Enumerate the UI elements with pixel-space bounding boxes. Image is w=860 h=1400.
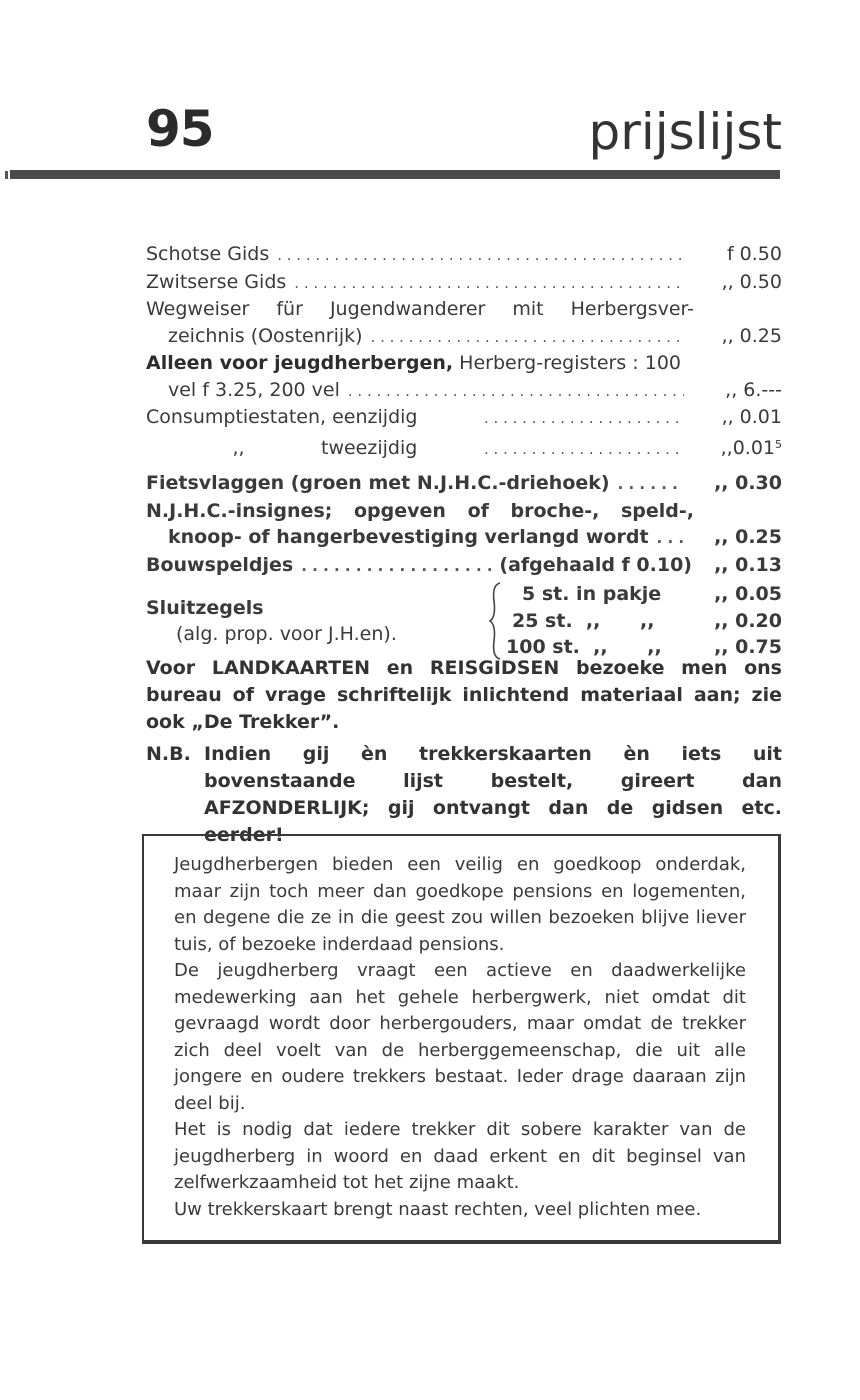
leader-dots <box>301 553 491 580</box>
nb-text-part: ; gij ontvangt dan de gidsen etc. eerder! <box>204 797 782 846</box>
leader-dots <box>484 436 684 463</box>
info-paragraph: Uw trekkerskaart brengt naast rechten, veel plichten mee. <box>174 1198 702 1220</box>
item-label-rest: Herberg-registers : 100 <box>453 352 682 374</box>
sluitzegels-label: Sluitzegels <box>146 596 264 619</box>
item-label-line: N.J.H.C.-insignes; opgeven of broche-, speld-, <box>146 499 694 522</box>
notice-paragraph <box>146 655 782 736</box>
item-label-line: Wegweiser für Jugendwanderer mit Herbergsver- <box>146 298 694 320</box>
leader-dots <box>618 471 684 498</box>
price-superscript: 5 <box>775 437 782 451</box>
price-row <box>146 432 782 463</box>
item-label: Consumptiestaten, eenzijdig <box>146 406 418 428</box>
price-row <box>146 524 782 552</box>
info-paragraph: Het is nodig dat iedere trekker dit sobere karakter van de jeugdherberg in woord en daad erkent en dit beginsel van zelfwerkzaamheid tot het zijne maakt. <box>174 1119 746 1193</box>
leader-dots <box>371 324 684 351</box>
item-label: Zwitserse Gids <box>146 270 287 293</box>
info-paragraph: Jeugdherbergen bieden een veilig en goedkoop onderdak, maar zijn toch meer dan goedkope pensions en logementen, en degene die ze in die geest zou willen bezoeken blijve liever tuis, of bezoeke inderdaad pensions. <box>174 854 746 955</box>
option-price: ,, 0.75 <box>714 636 782 659</box>
info-box <box>174 852 746 1223</box>
item-price: ,, 0.25 <box>714 526 782 548</box>
item-price: ,, 0.25 <box>721 324 782 347</box>
option-row <box>506 581 782 608</box>
leader-dots <box>657 525 684 552</box>
option-qty: 25 st. ,, ,, <box>512 609 655 632</box>
sluitzegels-labels <box>146 595 486 648</box>
sluitzegels-options <box>506 581 782 661</box>
price-list <box>146 241 782 661</box>
price-row <box>146 377 782 405</box>
price-row <box>146 241 782 269</box>
price-row <box>146 269 782 297</box>
item-price: ,, 0.13 <box>714 553 782 576</box>
option-row <box>506 608 782 635</box>
nb-emphasis: AFZONDERLIJK <box>204 797 362 819</box>
info-paragraph: De jeugdherberg vraagt een actieve en daadwerkelijke medewerking aan het gehele herbergwerk, niet omdat dit gevraagd wordt door herbergouders, maar omdat de trekker zich deel voelt van de herberggemeenschap, die uit alle jongere en oudere trekkers bestaat. Ieder drage daaraan zijn deel bij. <box>174 960 746 1114</box>
sluitzegels-group <box>146 581 782 661</box>
item-label: vel f 3.25, 200 vel <box>168 378 340 401</box>
notice-text: bezoeke men ons bureau of vrage schriftelijk inlichtend materiaal aan; zie ook „De Trekker”. <box>146 657 782 733</box>
price-row <box>146 323 782 351</box>
item-label: Schotse Gids <box>146 243 270 265</box>
sluitzegels-sublabel: (alg. prop. voor J.H.en). <box>176 623 397 645</box>
nb-note <box>146 741 782 849</box>
item-label <box>146 435 476 462</box>
option-price: ,, 0.20 <box>714 609 782 632</box>
header-rule <box>10 170 780 179</box>
option-qty: 5 st. in pakje <box>522 583 662 606</box>
nb-label: N.B. <box>146 743 191 765</box>
nb-text-part: Indien gij èn trekkerskaarten èn iets uit bovenstaande lijst bestelt, gireert dan <box>204 743 782 792</box>
item-label: zeichnis (Oostenrijk) <box>168 324 363 347</box>
item-price: ,, 0.30 <box>714 472 782 494</box>
notice-emphasis: LANDKAARTEN <box>211 657 371 679</box>
item-note: (afgehaald f 0.10) <box>499 553 692 576</box>
item-price: ,, 6.--- <box>725 378 782 401</box>
page-title: prijslijst <box>588 103 782 161</box>
notice-text: Voor <box>146 657 212 679</box>
price-row <box>146 470 782 498</box>
item-price: ,, 0.50 <box>721 270 782 293</box>
option-qty: 100 st. ,, ,, <box>506 636 662 659</box>
option-price: ,, 0.05 <box>714 583 782 606</box>
ditto-mark: ,, <box>232 436 245 459</box>
nb-text <box>204 741 782 849</box>
notice-text: en <box>370 657 430 679</box>
price-row <box>146 552 782 580</box>
brace-icon <box>486 581 506 661</box>
price-row <box>146 404 782 432</box>
price-value: ,,0.01 <box>720 436 775 459</box>
item-label-text: tweezijdig <box>321 436 418 459</box>
spacer <box>146 462 782 470</box>
item-label: Bouwspeldjes <box>146 553 294 576</box>
item-price: f 0.50 <box>726 243 782 265</box>
leader-dots <box>484 405 684 432</box>
item-price: ,, 0.01 <box>721 406 782 428</box>
leader-dots <box>277 242 684 269</box>
item-label-line <box>146 350 782 377</box>
item-price <box>692 432 782 462</box>
header-rule-tick <box>5 171 8 179</box>
item-label-part: N.J.H.C.-driehoek) <box>416 472 610 494</box>
item-label: knoop- of hangerbevestiging verlangd wordt <box>168 526 649 548</box>
notice-emphasis: REISGIDSEN <box>429 657 560 679</box>
item-label-part: Fietsvlaggen (groen met <box>146 472 417 494</box>
item-label <box>146 470 610 497</box>
leader-dots <box>294 270 684 297</box>
page-number: 95 <box>146 100 214 158</box>
item-label-bold: Alleen voor jeugdherbergen, <box>146 352 454 374</box>
leader-dots <box>348 378 684 405</box>
